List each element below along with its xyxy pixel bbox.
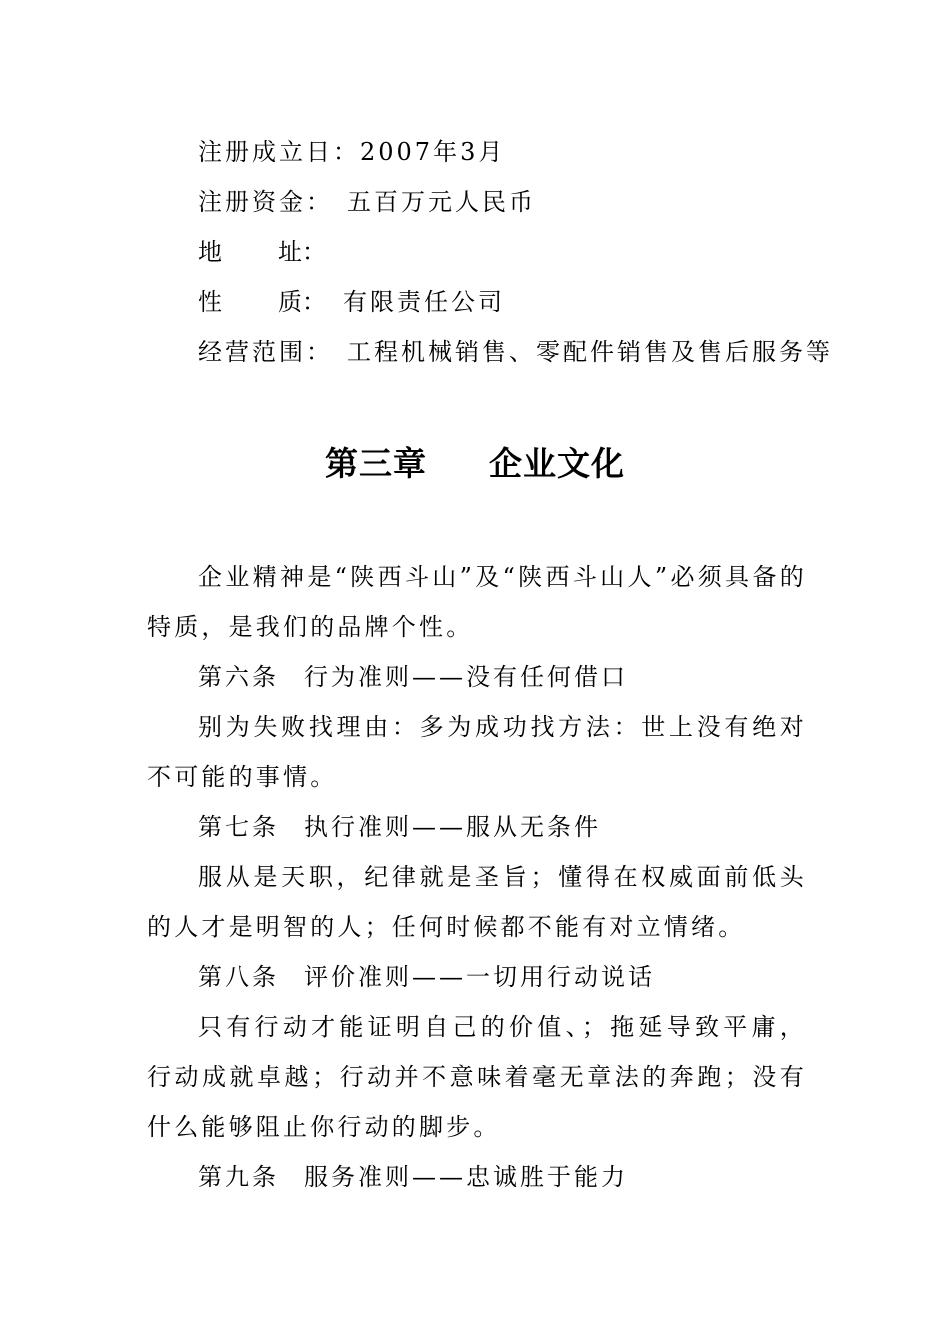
article-heading: [147, 652, 807, 702]
intro-paragraph: 企业精神是“陕西斗山”及“陕西斗山人”必须具备的特质，是我们的品牌个性。: [147, 563, 807, 641]
article-heading: [147, 802, 807, 852]
article-body: 服从是天职，纪律就是圣旨；懂得在权威面前低头的人才是明智的人；任何时候都不能有对立情绪。: [147, 863, 807, 941]
article-body: 别为失败找理由：多为成功找方法：世上没有绝对不可能的事情。: [147, 713, 807, 791]
info-colon: ：: [302, 238, 329, 266]
article-heading: [147, 1152, 807, 1202]
info-label: 注册资金: [198, 188, 306, 216]
company-info-block: [198, 132, 838, 382]
info-row-nature: [198, 282, 838, 332]
article-number: 第七条: [198, 813, 279, 841]
info-colon: ：: [333, 138, 360, 166]
info-row-registration-date: [198, 132, 838, 182]
info-value: 工程机械销售、零配件销售及售后服务等: [347, 338, 833, 366]
chapter-number: 第三章: [325, 444, 427, 483]
article-title: 行为准则——没有任何借口: [304, 663, 628, 691]
chapter-heading: [0, 440, 950, 488]
article-number: 第八条: [198, 963, 279, 991]
chapter-body: [147, 552, 807, 1202]
info-row-registered-capital: [198, 182, 838, 232]
article-body: 只有行动才能证明自己的价值、；拖延导致平庸，行动成就卓越；行动并不意味着毫无章法的奔跑；没有什么能够阻止你行动的脚步。: [147, 1013, 807, 1141]
info-label: 地 址: [198, 238, 302, 266]
info-row-business-scope: [198, 332, 838, 382]
article-title: 服务准则——忠诚胜于能力: [304, 1163, 628, 1191]
info-label: 注册成立日: [198, 138, 333, 166]
info-value: 2007年3月: [360, 138, 506, 166]
info-value: 有限责任公司: [343, 288, 505, 316]
info-value: 五百万元人民币: [347, 188, 536, 216]
article-number: 第九条: [198, 1163, 279, 1191]
info-colon: ：: [306, 188, 333, 216]
info-colon: ：: [302, 288, 329, 316]
article-heading: [147, 952, 807, 1002]
article-title: 执行准则——服从无条件: [304, 813, 601, 841]
info-row-address: [198, 232, 838, 282]
info-colon: ：: [306, 338, 333, 366]
article-title: 评价准则——一切用行动说话: [304, 963, 655, 991]
chapter-title: 企业文化: [489, 444, 625, 483]
article-number: 第六条: [198, 663, 279, 691]
info-label: 经营范围: [198, 338, 306, 366]
info-label: 性 质: [198, 288, 302, 316]
